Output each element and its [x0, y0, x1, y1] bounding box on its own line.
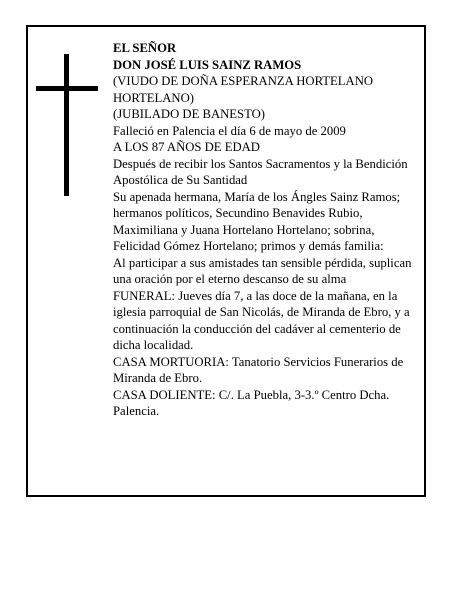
cross-vertical-bar — [64, 54, 69, 196]
mortuary-paragraph: CASA MORTUORIA: Tanatorio Servicios Funerarios de Miranda de Ebro. — [113, 354, 404, 385]
sacraments-paragraph: Después de recibir los Santos Sacramentos y la Bendición Apostólica de Su Santidad — [113, 156, 408, 187]
request-paragraph: Al participar a sus amistades tan sensible pérdida, suplican una oración por el eterno descanso de su alma — [113, 255, 412, 286]
deceased-name: DON JOSÉ LUIS SAINZ RAMOS — [113, 57, 302, 72]
cross-icon — [36, 54, 98, 196]
family-paragraph: Su apenada hermana, María de los Ángles Sainz Ramos; hermanos políticos, Secundino Benavides Rubio, Maximiliana y Juana Hortelano Hortelano; sobrina, Felicidad Gómez Hortelano; primos y demás familia: — [113, 189, 401, 253]
cross-horizontal-bar — [36, 86, 98, 91]
obituary-text — [113, 40, 418, 420]
header-title: EL SEÑOR — [113, 41, 177, 55]
home-paragraph: CASA DOLIENTE: C/. La Puebla, 3-3.º Centro Dcha. Palencia. — [113, 387, 390, 418]
retired-line: (JUBILADO DE BANESTO) — [113, 107, 266, 121]
widower-line: (VIUDO DE DOÑA ESPERANZA HORTELANO HORTELANO) — [113, 74, 374, 105]
death-line: Falleció en Palencia el día 6 de mayo de 2009 — [113, 123, 346, 138]
funeral-paragraph: FUNERAL: Jueves día 7, a las doce de la mañana, en la iglesia parroquial de San Nicolás, de Miranda de Ebro, y a continuación la conducción del cadáver al cementerio de dicha localidad. — [113, 288, 410, 352]
age-line: A LOS 87 AÑOS DE EDAD — [113, 140, 260, 154]
